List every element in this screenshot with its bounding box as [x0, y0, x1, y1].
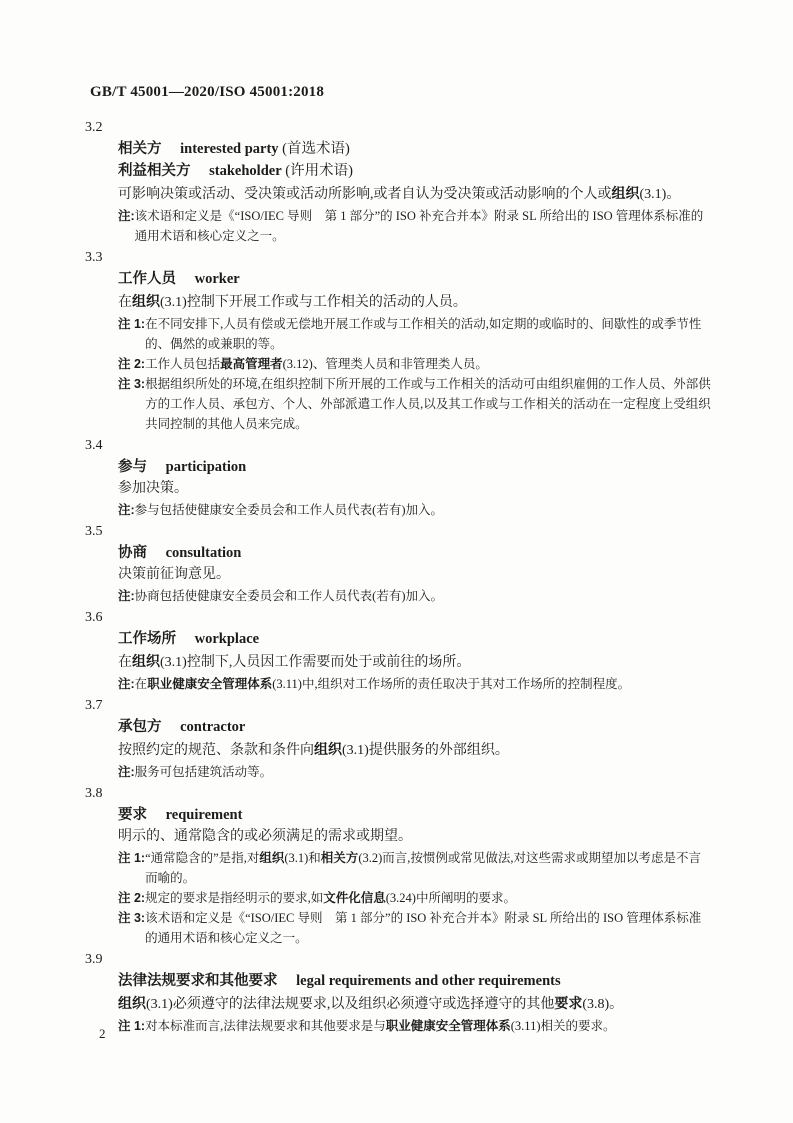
note-label: 注:	[118, 503, 135, 517]
section-number: 3.6	[85, 610, 103, 625]
definition-text	[118, 564, 712, 586]
text-run: 根据组织所处的环境,在组织控制下所开展的工作或与工作相关的活动可由组织雇佣的工作人员、外部供方的工作人员、承包方、个人、外部派遣工作人员,以及其工作或与工作相关的活动在一定程度上受组织共同控制的其他人员来完成。	[145, 377, 711, 431]
section-number: 3.2	[85, 120, 103, 135]
page-number: 2	[99, 1026, 106, 1041]
note	[118, 314, 712, 354]
term-suffix: (许用术语)	[285, 163, 353, 179]
section-number: 3.5	[85, 524, 103, 539]
section	[0, 116, 793, 246]
note-label: 注 2:	[118, 891, 146, 905]
bold-term-reference: 最高管理者	[220, 357, 283, 371]
text-run: (3.8)。	[582, 997, 624, 1012]
text-run: 协商包括使健康安全委员会和工作人员代表(若有)加入。	[134, 589, 443, 603]
term-chinese: 协商	[118, 545, 147, 561]
sections	[0, 116, 793, 1036]
section-number: 3.4	[85, 438, 103, 453]
note-label: 注 2:	[118, 357, 146, 371]
text-run: 参与包括使健康安全委员会和工作人员代表(若有)加入。	[134, 503, 443, 517]
bold-term-reference: 组织	[132, 293, 160, 309]
term-english: participation	[165, 459, 247, 475]
term-chinese: 相关方	[118, 141, 162, 157]
text-run: 在不同安排下,人员有偿或无偿地开展工作或与工作相关的活动,如定期的或临时的、间歇性的或季节性的、偶然的或兼职的等。	[145, 317, 702, 351]
note-label: 注:	[118, 589, 135, 603]
note-text	[145, 374, 712, 434]
note	[118, 1016, 712, 1036]
text-run: 服务可包括建筑活动等。	[134, 765, 273, 779]
term-line	[118, 160, 712, 182]
term-line	[118, 628, 712, 650]
note-label: 注 3:	[118, 911, 146, 925]
definition-text	[118, 826, 712, 848]
text-run: 按照约定的规范、条款和条件向	[118, 743, 314, 758]
bold-term-reference: 组织	[132, 653, 160, 669]
note	[118, 500, 712, 520]
note-text	[135, 674, 712, 694]
term-line	[118, 804, 712, 826]
note-text	[145, 908, 712, 948]
note	[118, 586, 712, 606]
note	[118, 848, 712, 888]
section	[0, 782, 793, 948]
definition-text	[118, 478, 712, 500]
text-run: 参加决策。	[118, 481, 188, 496]
term-line	[118, 542, 712, 564]
note-text	[145, 848, 712, 888]
section-number: 3.3	[85, 250, 103, 265]
note-label: 注:	[118, 677, 135, 691]
term-english: consultation	[165, 545, 242, 561]
text-run: “通常隐含的”是指,对	[145, 851, 260, 865]
bold-term-reference: 组织	[314, 741, 342, 757]
term-chinese: 承包方	[118, 719, 162, 735]
note-text	[135, 762, 712, 782]
term-suffix: (首选术语)	[282, 141, 350, 157]
term-line	[118, 138, 712, 160]
definition-text	[118, 182, 712, 206]
section-body	[118, 970, 712, 1036]
bold-term-reference: 要求	[554, 995, 583, 1011]
term-english: interested party	[180, 141, 279, 157]
term-line	[118, 970, 712, 992]
text-run: 在	[118, 295, 132, 310]
definition-text	[118, 992, 712, 1016]
note	[118, 374, 712, 434]
note-label: 注 1:	[118, 851, 146, 865]
section-number: 3.9	[85, 952, 103, 967]
note-text	[135, 500, 712, 520]
note-text	[135, 586, 712, 606]
section-body	[118, 138, 712, 246]
note	[118, 888, 712, 908]
term-chinese: 要求	[118, 807, 147, 823]
bold-term-reference: 相关方	[320, 851, 359, 865]
term-line	[118, 268, 712, 290]
section-body	[118, 268, 712, 434]
note	[118, 908, 712, 948]
text-run: (3.1)提供服务的外部组织。	[342, 743, 509, 758]
section-number: 3.8	[85, 786, 103, 801]
text-run: (3.11)相关的要求。	[510, 1019, 616, 1033]
note	[118, 206, 712, 246]
note	[118, 354, 712, 374]
section	[0, 520, 793, 606]
note-label: 注 1:	[118, 1019, 146, 1033]
text-run: 在	[118, 655, 132, 670]
section-number: 3.7	[85, 698, 103, 713]
note-text	[145, 354, 712, 374]
term-chinese: 工作场所	[118, 631, 176, 647]
page-header-standard-code: GB/T 45001—2020/ISO 45001:2018	[90, 84, 325, 100]
note	[118, 674, 712, 694]
term-english: worker	[194, 271, 240, 287]
note-label: 注:	[118, 209, 135, 223]
text-run: (3.2)而言,按惯例或常见做法,对这些需求或期望加以考虑是不言而喻的。	[145, 851, 702, 885]
text-run: (3.11)中,组织对工作场所的责任取决于其对工作场所的控制程度。	[272, 677, 631, 691]
bold-term-reference: 文件化信息	[323, 891, 386, 905]
note-text	[145, 888, 712, 908]
term-chinese: 利益相关方	[118, 163, 191, 179]
note-text	[135, 206, 712, 246]
note-label: 注 1:	[118, 317, 146, 331]
bold-term-reference: 组织	[118, 995, 146, 1011]
section-body	[118, 716, 712, 782]
bold-term-reference: 职业健康安全管理体系	[385, 1019, 511, 1033]
definition-text	[118, 738, 712, 762]
text-run: (3.1)必须遵守的法律法规要求,以及组织必须遵守或选择遵守的其他	[146, 997, 555, 1012]
term-chinese: 工作人员	[118, 271, 176, 287]
text-run: (3.12)、管理类人员和非管理类人员。	[282, 357, 488, 371]
term-english: workplace	[194, 631, 260, 647]
definition-text	[118, 290, 712, 314]
text-run: 规定的要求是指经明示的要求,如	[145, 891, 324, 905]
bold-term-reference: 职业健康安全管理体系	[147, 677, 273, 691]
text-run: (3.1)控制下,人员因工作需要而处于或前往的场所。	[160, 655, 471, 670]
term-english: legal requirements and other requirements	[296, 973, 561, 989]
section-body	[118, 804, 712, 948]
section	[0, 246, 793, 434]
section	[0, 948, 793, 1036]
term-line	[118, 716, 712, 738]
section	[0, 606, 793, 694]
bold-term-reference: 组织	[259, 851, 285, 865]
bold-term-reference: 组织	[611, 185, 640, 201]
note-label: 注 3:	[118, 377, 146, 391]
section-body	[118, 542, 712, 606]
section-body	[118, 628, 712, 694]
text-run: (3.24)中所阐明的要求。	[385, 891, 516, 905]
text-run: 该术语和定义是《“ISO/IEC 导则 第 1 部分”的 ISO 补充合并本》附录 SL 所给出的 ISO 管理体系标准的通用术语和核心定义之一。	[145, 911, 702, 945]
text-run: 工作人员包括	[145, 357, 221, 371]
note-text	[145, 314, 712, 354]
term-chinese: 法律法规要求和其他要求	[118, 973, 278, 989]
section-body	[118, 456, 712, 520]
text-run: (3.1)和	[284, 851, 321, 865]
text-run: (3.1)。	[639, 187, 681, 202]
note-text	[145, 1016, 712, 1036]
term-line	[118, 456, 712, 478]
note	[118, 762, 712, 782]
text-run: 对本标准而言,法律法规要求和其他要求是与	[145, 1019, 386, 1033]
term-english: stakeholder	[209, 163, 282, 179]
term-english: contractor	[180, 719, 246, 735]
section	[0, 694, 793, 782]
text-run: 明示的、通常隐含的或必须满足的需求或期望。	[118, 829, 412, 844]
text-run: 该术语和定义是《“ISO/IEC 导则 第 1 部分”的 ISO 补充合并本》附录 SL 所给出的 ISO 管理体系标准的通用术语和核心定义之一。	[134, 209, 704, 243]
text-run: 决策前征询意见。	[118, 567, 230, 582]
section	[0, 434, 793, 520]
definition-text	[118, 650, 712, 674]
text-run: 可影响决策或活动、受决策或活动所影响,或者自认为受决策或活动影响的个人或	[118, 187, 612, 202]
term-chinese: 参与	[118, 459, 147, 475]
term-english: requirement	[165, 807, 243, 823]
text-run: 在	[134, 677, 148, 691]
text-run: (3.1)控制下开展工作或与工作相关的活动的人员。	[160, 295, 467, 310]
note-label: 注:	[118, 765, 135, 779]
